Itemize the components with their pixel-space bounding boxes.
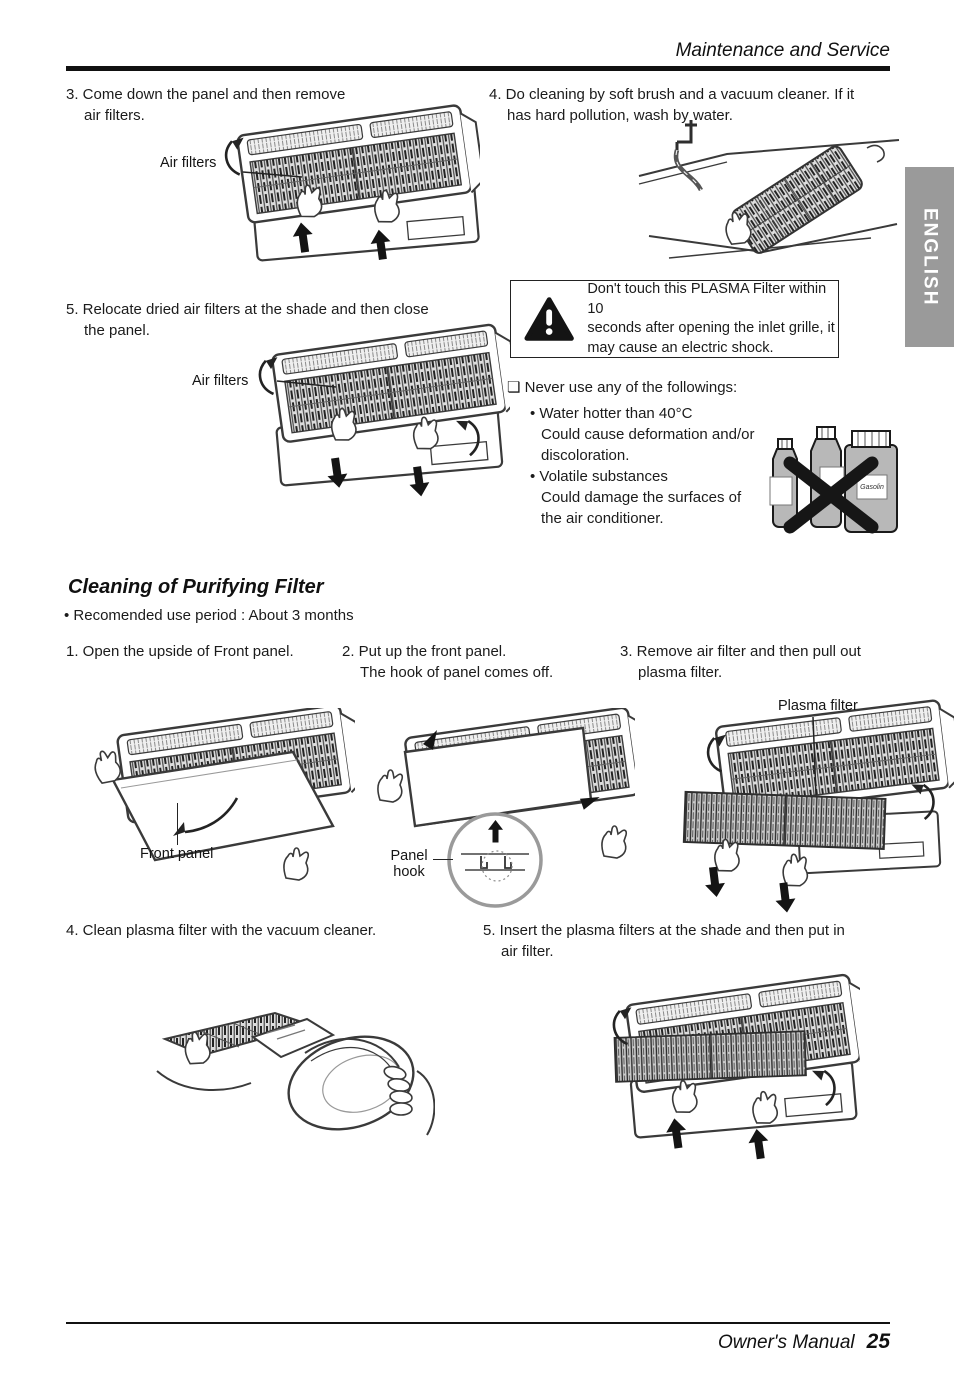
recommended-period-note: • Recomended use period : About 3 months [64,607,354,624]
footer [718,1330,890,1354]
illustration-remove-plasma-filter [675,695,954,920]
front-panel-leader-line [177,803,178,845]
never-use-item: • Volatile substances [530,468,668,485]
air-filters-label: Air filters [160,155,217,171]
purify-step-3-text: 3. Remove air filter and then pull out plasma filter. [620,643,861,681]
warning-triangle-icon [524,296,574,342]
front-panel-label: Front panel [140,846,214,862]
language-tab-label: ENGLISH [919,207,941,307]
illustration-relocate-air-filters [180,318,510,528]
step-3-remove-filters-text: 3. Come down the panel and then remove air filters. [66,86,346,124]
footer-page-number: 25 [866,1330,890,1353]
illustration-open-front-panel [85,708,355,913]
step-5-relocate-filters-text: 5. Relocate dried air filters at the shade and then close the panel. [66,301,429,339]
step-4-clean-brush-text: 4. Do cleaning by soft brush and a vacuum cleaner. If it has hard pollution, wash by water. [489,86,855,124]
illustration-wash-filter [635,118,905,268]
purify-step-5-text: 5. Insert the plasma filters at the shade and then put in air filter. [483,922,845,960]
illustration-panel-hook [375,708,635,923]
warning-box [510,280,839,358]
never-use-title: ❏ Never use any of the followings: [507,379,738,396]
plasma-filter-label: Plasma filter [778,698,858,714]
warning-text: Don't touch this PLASMA Filter within 10 seconds after opening the inlet grille, it may cause an electric shock. [587,281,835,356]
prohibition-bottles-icon [760,417,898,537]
header-divider [66,66,890,71]
purify-step-4-text: 4. Clean plasma filter with the vacuum cleaner. [66,922,377,939]
air-filters-label: Air filters [192,373,249,389]
page-header-title: Maintenance and Service [675,40,890,61]
footer-divider [66,1322,890,1324]
footer-manual-label: Owner's Manual [717,1332,855,1353]
never-use-section: ❏ Never use any of the followings: • Water hotter than 40°C Could cause deformation and/or discoloration. • Volatile substances Could damage the surfaces of the air conditioner. [507,379,755,527]
language-tab-english [905,167,954,347]
panel-hook-label: Panel hook [390,848,428,880]
purify-step-1-text: 1. Open the upside of Front panel. [66,643,294,660]
purify-step-2-text: 2. Put up the front panel. The hook of panel comes off. [342,643,554,681]
never-use-item: • Water hotter than 40°C [530,405,693,422]
section-heading: Cleaning of Purifying Filter [68,576,324,598]
illustration-vacuum-plasma-filter [155,975,435,1160]
illustration-insert-plasma-filters [550,968,860,1183]
bottle-label-gasolin: Gasolin [860,484,884,491]
illustration-remove-air-filters [150,102,480,302]
panel-hook-leader-line [433,859,453,860]
